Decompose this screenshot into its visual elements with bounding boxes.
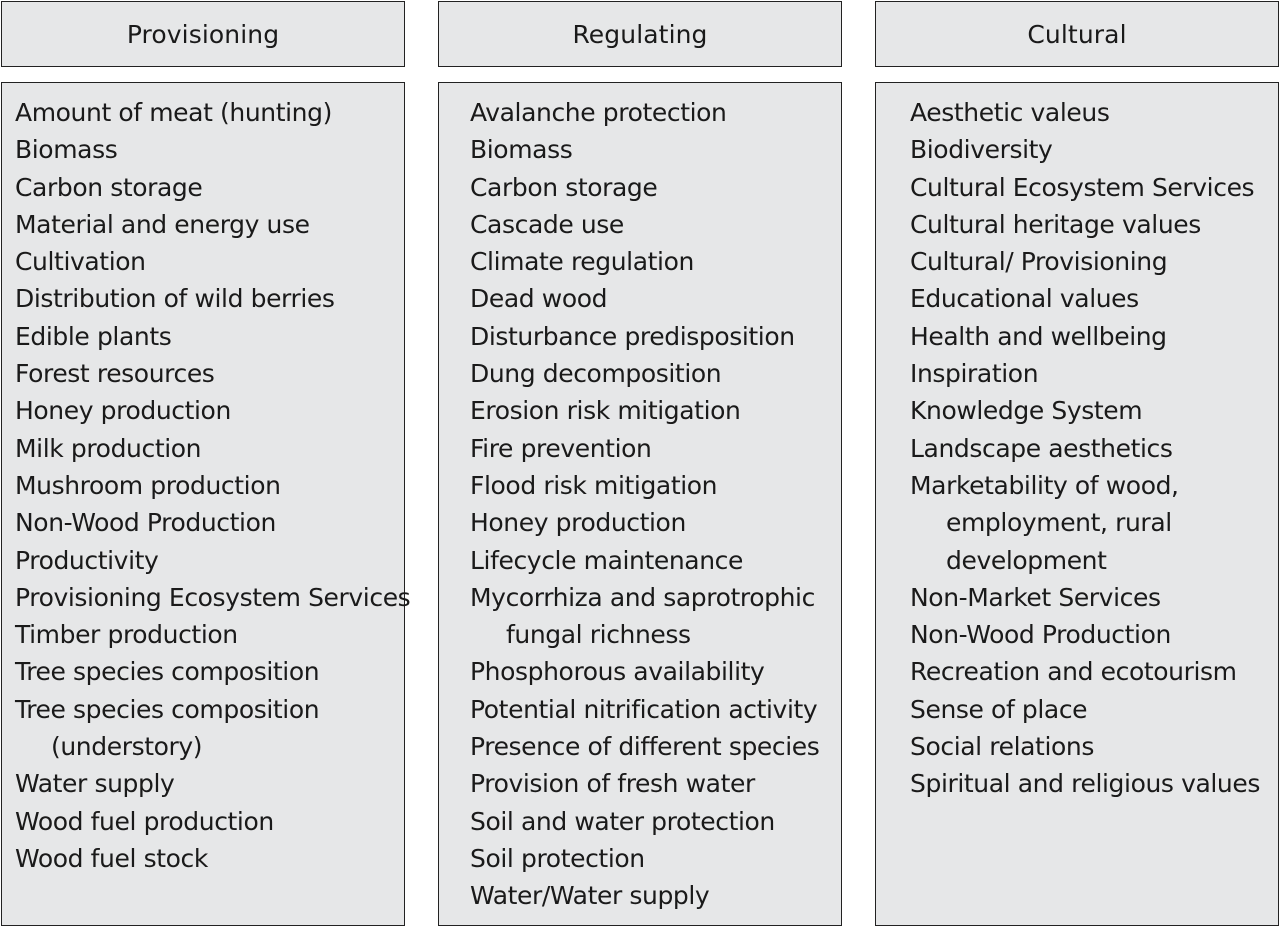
list-item-label: Biomass <box>470 135 573 165</box>
list-item <box>15 653 410 690</box>
list-item <box>470 243 819 280</box>
list-item <box>15 94 410 131</box>
list-item-label: Inspiration <box>910 359 1039 389</box>
list-item-label: Sense of place <box>910 694 1088 724</box>
list-item <box>15 691 410 766</box>
list-item <box>470 653 819 690</box>
list-item <box>910 728 1260 765</box>
list-item <box>15 467 410 504</box>
list-item-continuation: development <box>946 545 1107 575</box>
list-item-label: Honey production <box>470 508 686 538</box>
list-item <box>470 280 819 317</box>
list-item-label: Non-Wood Production <box>910 620 1171 650</box>
list-item-label: Spiritual and religious values <box>910 769 1260 799</box>
list-item-label: Forest resources <box>15 359 215 389</box>
list-item-label: Disturbance predisposition <box>470 321 795 351</box>
list-item-label: Soil protection <box>470 843 645 873</box>
list-item <box>470 728 819 765</box>
list-item <box>910 653 1260 690</box>
list-item <box>15 392 410 429</box>
list-item <box>15 504 410 541</box>
list-item-label: Productivity <box>15 545 159 575</box>
list-item-label: Fire prevention <box>470 433 652 463</box>
list-item-label: Presence of different species <box>470 732 820 762</box>
list-item <box>910 355 1260 392</box>
list-item <box>470 430 819 467</box>
list-item-label: Water supply <box>15 769 175 799</box>
list-item-label: Cascade use <box>470 209 624 239</box>
list-item-label: Phosphorous availability <box>470 657 765 687</box>
list-item <box>470 206 819 243</box>
list-item-label: Wood fuel stock <box>15 843 208 873</box>
list-item <box>470 355 819 392</box>
list-item-continuation: fungal richness <box>506 620 691 650</box>
list-item-label: Biodiversity <box>910 135 1053 165</box>
list-item <box>470 94 819 131</box>
list-item <box>15 840 410 877</box>
list-item-label: Erosion risk mitigation <box>470 396 741 426</box>
list-item <box>910 691 1260 728</box>
list-item <box>15 280 410 317</box>
cultural-header-label: Cultural <box>1027 19 1127 49</box>
list-item <box>15 243 410 280</box>
list-item-label: Aesthetic valeus <box>910 98 1110 127</box>
list-item <box>910 616 1260 653</box>
list-item-label: Cultivation <box>15 247 146 277</box>
list-item <box>15 542 410 579</box>
list-item-label: Mushroom production <box>15 470 281 500</box>
list-item <box>15 206 410 243</box>
list-item-label: Carbon storage <box>15 172 203 202</box>
list-item <box>910 467 1260 579</box>
list-item <box>15 616 410 653</box>
list-item <box>470 392 819 429</box>
list-item-label: Honey production <box>15 396 231 426</box>
list-item-label: Landscape aesthetics <box>910 433 1173 463</box>
cultural-header <box>875 1 1279 67</box>
list-item <box>15 169 410 206</box>
provisioning-header <box>1 1 405 67</box>
list-item <box>15 765 410 802</box>
list-item-label: Cultural heritage values <box>910 209 1201 239</box>
list-item <box>15 318 410 355</box>
list-item-label: Dead wood <box>470 284 608 314</box>
list-item <box>910 765 1260 802</box>
list-item <box>470 765 819 802</box>
list-item <box>15 803 410 840</box>
provisioning-list <box>15 94 410 877</box>
list-item <box>470 840 819 877</box>
list-item-continuation: (understory) <box>51 732 203 762</box>
list-item <box>910 169 1260 206</box>
list-item-label: Recreation and ecotourism <box>910 657 1237 687</box>
list-item-label: Biomass <box>15 135 118 165</box>
list-item <box>15 131 410 168</box>
list-item <box>470 318 819 355</box>
list-item <box>470 131 819 168</box>
list-item-label: Provisioning Ecosystem Services <box>15 582 411 612</box>
list-item <box>910 206 1260 243</box>
list-item-label: Provision of fresh water <box>470 769 755 799</box>
list-item-label: Tree species composition <box>15 657 320 687</box>
list-item <box>910 430 1260 467</box>
list-item-label: Tree species composition <box>15 694 320 724</box>
list-item <box>470 467 819 504</box>
list-item-label: Flood risk mitigation <box>470 470 718 500</box>
list-item <box>910 280 1260 317</box>
list-item-label: Potential nitrification activity <box>470 694 818 724</box>
list-item <box>910 579 1260 616</box>
list-item <box>15 355 410 392</box>
list-item <box>470 579 819 654</box>
list-item-label: Marketability of wood, <box>910 470 1179 500</box>
cultural-list <box>910 94 1260 803</box>
list-item <box>910 131 1260 168</box>
list-item-label: Lifecycle maintenance <box>470 545 743 575</box>
list-item-label: Cultural/ Provisioning <box>910 247 1168 277</box>
list-item <box>470 877 819 914</box>
list-item-label: Social relations <box>910 732 1094 762</box>
list-item-label: Climate regulation <box>470 247 694 277</box>
list-item-label: Material and energy use <box>15 209 310 239</box>
list-item-label: Soil and water protection <box>470 806 775 836</box>
list-item-label: Edible plants <box>15 321 172 351</box>
list-item <box>470 542 819 579</box>
list-item-label: Non-Wood Production <box>15 508 276 538</box>
list-item-label: Timber production <box>15 620 238 650</box>
list-item <box>470 691 819 728</box>
list-item-label: Wood fuel production <box>15 806 274 836</box>
list-item <box>470 504 819 541</box>
list-item-label: Avalanche protection <box>470 98 727 127</box>
provisioning-header-label: Provisioning <box>126 19 280 49</box>
regulating-header-label: Regulating <box>572 19 708 49</box>
list-item-label: Amount of meat (hunting) <box>15 98 332 127</box>
list-item-label: Knowledge System <box>910 396 1143 426</box>
list-item <box>470 803 819 840</box>
list-item <box>15 579 410 616</box>
list-item-label: Water/Water supply <box>470 881 710 911</box>
regulating-list <box>470 94 819 915</box>
list-item <box>910 392 1260 429</box>
list-item <box>910 94 1260 131</box>
list-item <box>910 318 1260 355</box>
list-item-label: Cultural Ecosystem Services <box>910 172 1255 202</box>
list-item-label: Non-Market Services <box>910 582 1161 612</box>
list-item <box>15 430 410 467</box>
list-item <box>470 169 819 206</box>
list-item-label: Dung decomposition <box>470 359 722 389</box>
list-item-label: Carbon storage <box>470 172 658 202</box>
regulating-header <box>438 1 842 67</box>
list-item <box>910 243 1260 280</box>
list-item-label: Health and wellbeing <box>910 321 1167 351</box>
list-item-continuation: employment, rural <box>946 508 1172 538</box>
list-item-label: Educational values <box>910 284 1139 314</box>
list-item-label: Milk production <box>15 433 202 463</box>
list-item-label: Mycorrhiza and saprotrophic <box>470 582 815 612</box>
list-item-label: Distribution of wild berries <box>15 284 335 314</box>
